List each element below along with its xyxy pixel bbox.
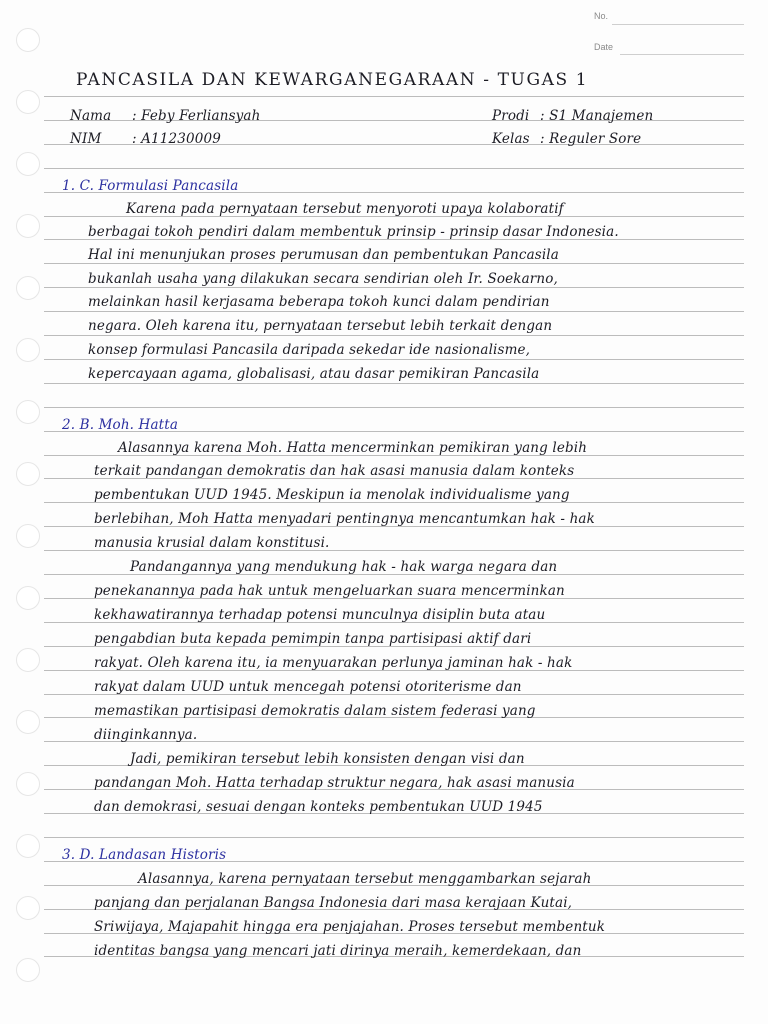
ruled-line <box>44 96 744 97</box>
section-1-heading: 1. C. Formulasi Pancasila <box>62 178 239 194</box>
binder-hole <box>16 152 40 176</box>
ruled-line <box>44 263 744 264</box>
section-2-line: Jadi, pemikiran tersebut lebih konsisten dengan visi dan <box>130 751 525 767</box>
prodi-value: : S1 Manajemen <box>540 108 654 124</box>
section-3-line: identitas bangsa yang mencari jati dirinya meraih, kemerdekaan, dan <box>94 943 582 959</box>
no-label: No. <box>594 11 609 21</box>
date-line <box>620 54 744 55</box>
section-2-line: pandangan Moh. Hatta terhadap struktur negara, hak asasi manusia <box>94 775 575 791</box>
prodi-label: Prodi <box>492 108 530 124</box>
section-2-line: diinginkannya. <box>94 727 198 743</box>
section-3-line: panjang dan perjalanan Bangsa Indonesia dari masa kerajaan Kutai, <box>94 895 573 911</box>
nim-label: NIM <box>70 131 102 147</box>
binder-hole <box>16 338 40 362</box>
binder-hole <box>16 648 40 672</box>
section-2-line: terkait pandangan demokratis dan hak asasi manusia dalam konteks <box>94 463 575 479</box>
section-2-line: penekanannya pada hak untuk mengeluarkan suara mencerminkan <box>94 583 565 599</box>
section-1-line: berbagai tokoh pendiri dalam membentuk prinsip - prinsip dasar Indonesia. <box>88 224 619 240</box>
ruled-line <box>44 837 744 838</box>
binder-hole <box>16 834 40 858</box>
ruled-line <box>44 311 744 312</box>
section-1-line: bukanlah usaha yang dilakukan secara sendirian oleh Ir. Soekarno, <box>88 271 558 287</box>
nama-label: Nama <box>70 108 112 124</box>
ruled-line <box>44 407 744 408</box>
ruled-line <box>44 383 744 384</box>
binder-hole <box>16 710 40 734</box>
kelas-label: Kelas <box>492 131 530 147</box>
kelas-value: : Reguler Sore <box>540 131 642 147</box>
section-2-line: pengabdian buta kepada pemimpin tanpa partisipasi aktif dari <box>94 631 532 647</box>
binder-holes <box>0 0 44 1024</box>
section-2-heading: 2. B. Moh. Hatta <box>62 417 179 433</box>
section-1-line: negara. Oleh karena itu, pernyataan tersebut lebih terkait dengan <box>88 318 553 334</box>
section-2-line: Alasannya karena Moh. Hatta mencerminkan pemikiran yang lebih <box>118 440 588 456</box>
section-3-line: Sriwijaya, Majapahit hingga era penjajahan. Proses tersebut membentuk <box>94 919 606 935</box>
nama-value: : Feby Ferliansyah <box>132 108 261 124</box>
section-3-line: Alasannya, karena pernyataan tersebut menggambarkan sejarah <box>138 871 592 887</box>
section-2-line: memastikan partisipasi demokratis dalam sistem federasi yang <box>94 703 536 719</box>
binder-hole <box>16 586 40 610</box>
date-label: Date <box>594 42 614 52</box>
ruled-line <box>44 168 744 169</box>
section-2-line: dan demokrasi, sesuai dengan konteks pembentukan UUD 1945 <box>94 799 543 815</box>
binder-hole <box>16 958 40 982</box>
section-1-line: Karena pada pernyataan tersebut menyoroti upaya kolaboratif <box>126 201 564 217</box>
section-3-heading: 3. D. Landasan Historis <box>62 847 227 863</box>
binder-hole <box>16 400 40 424</box>
binder-hole <box>16 28 40 52</box>
binder-hole <box>16 462 40 486</box>
section-2-line: kekhawatirannya terhadap potensi munculnya disiplin buta atau <box>94 607 546 623</box>
binder-hole <box>16 896 40 920</box>
binder-hole <box>16 276 40 300</box>
page-title: PANCASILA DAN KEWARGANEGARAAN - TUGAS 1 <box>76 70 589 90</box>
section-2-line: rakyat. Oleh karena itu, ia menyuarakan perlunya jaminan hak - hak <box>94 655 573 671</box>
ruled-line <box>44 335 744 336</box>
binder-hole <box>16 524 40 548</box>
section-2-line: manusia krusial dalam konstitusi. <box>94 535 330 551</box>
section-1-line: melainkan hasil kerjasama beberapa tokoh kunci dalam pendirian <box>88 294 550 310</box>
section-2-line: pembentukan UUD 1945. Meskipun ia menolak individualisme yang <box>94 487 570 503</box>
ruled-line <box>44 359 744 360</box>
section-2-line: rakyat dalam UUD untuk mencegah potensi otoriterisme dan <box>94 679 522 695</box>
section-1-line: kepercayaan agama, globalisasi, atau dasar pemikiran Pancasila <box>88 366 540 382</box>
binder-hole <box>16 214 40 238</box>
nim-value: : A11230009 <box>132 131 221 147</box>
section-1-line: Hal ini menunjukan proses perumusan dan pembentukan Pancasila <box>88 247 559 263</box>
no-line <box>612 24 744 25</box>
section-2-line: berlebihan, Moh Hatta menyadari pentingnya mencantumkan hak - hak <box>94 511 595 527</box>
binder-hole <box>16 772 40 796</box>
section-1-line: konsep formulasi Pancasila daripada sekedar ide nasionalisme, <box>88 342 531 358</box>
binder-hole <box>16 90 40 114</box>
ruled-line <box>44 287 744 288</box>
section-2-line: Pandangannya yang mendukung hak - hak warga negara dan <box>130 559 558 575</box>
